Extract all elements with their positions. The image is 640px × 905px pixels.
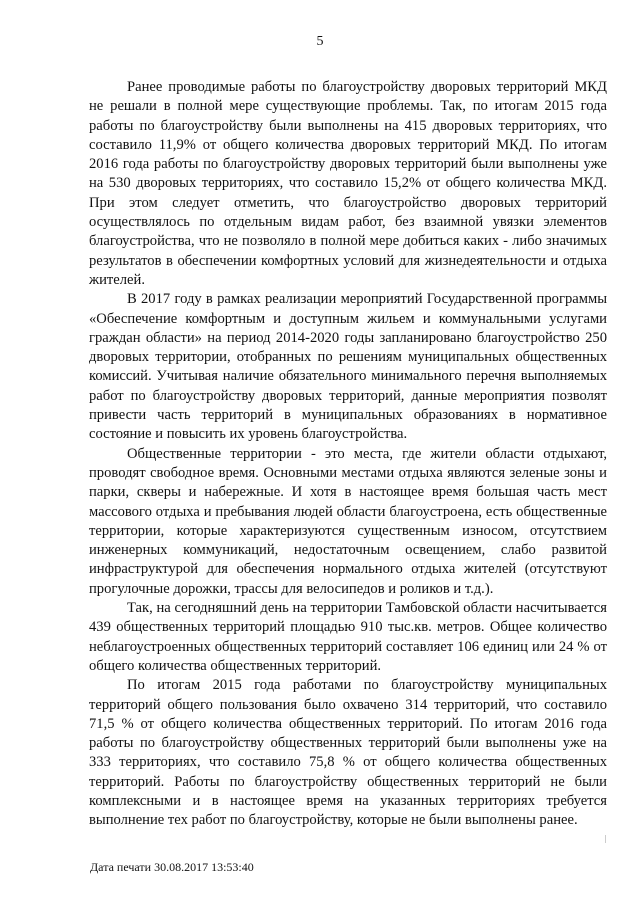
paragraph-tambov-statistics: Так, на сегодняшний день на территории Тамбовской области насчитывается 439 общественных территорий площадью 910 тыс.кв. метров. Общее количество неблагоустроенных общественных территорий составляет 106 единиц или 24 % от общего количества общественных территорий. xyxy=(89,600,607,674)
paragraph-2017-program: В 2017 году в рамках реализации мероприятий Государственной программы «Обеспечение комфортным и доступным жильем и коммунальными услугами граждан области» на период 2014-2020 годы запланировано благоустройство 250 дворовых территории, отобранных по решениям муниципальных общественных комиссий. Учитывая наличие обязательного минимального перечня выполняемых работ по благоустройству дворовых территорий, данные мероприятия позволят привести часть территорий в муниципальных образованиях в нормативное состояние и повысить их уровень благоустройства. xyxy=(89,291,607,443)
margin-mark xyxy=(605,835,606,843)
paragraph-public-territories-definition: Общественные территории - это места, где жители области отдыхают, проводят свободное время. Основными местами отдыха являются зеленые зоны и парки, скверы и набережные. И хотя в настоящее время большая часть мест массового отдыха и пребывания людей области благоустроена, есть общественные территории, которые характеризуются существенным износом, отсутствием инженерных коммуникаций, недостаточным освещением, слабо развитой инфраструктурой для обеспечения нормального отдыха жителей (отсутствуют прогулочные дорожки, трассы для велосипедов и роликов и т.д.). xyxy=(89,445,607,597)
paragraph-yard-territories-history: Ранее проводимые работы по благоустройству дворовых территорий МКД не решали в полной мере существующие проблемы. Так, по итогам 2015 года работы по благоустройству были выполнены на 415 дворовых территориях, что составило 11,9% от общего количества дворовых территорий МКД. По итогам 2016 года работы по благоустройству дворовых территорий были выполнены уже на 530 дворовых территориях, что составило 15,2% от общего количества МКД. При этом следует отметить, что благоустройство дворовых территорий осуществлялось по отдельным видам работ, без взаимной увязки элементов благоустройства, что не позволяло в полной мере добиться каких - либо значимых результатов в обеспечении комфортных условий для жизнедеятельности и отдыха жителей. xyxy=(89,79,607,288)
page-number: 5 xyxy=(316,34,324,49)
document-body xyxy=(89,78,607,831)
print-date-footer: Дата печати 30.08.2017 13:53:40 xyxy=(90,860,254,874)
paragraph-2015-2016-results: По итогам 2015 года работами по благоустройству муниципальных территорий общего пользования было охвачено 314 территорий, что составило 71,5 % от общего количества общественных территорий. По итогам 2016 года работы по благоустройству общественных территорий были выполнены уже на 333 территориях, что составило 75,8 % от общего количества общественных территорий. Работы по благоустройству общественных территорий не были комплексными и в настоящее время на указанных территориях требуется выполнение тех работ по благоустройству, которые не были выполнены ранее. xyxy=(89,677,607,829)
